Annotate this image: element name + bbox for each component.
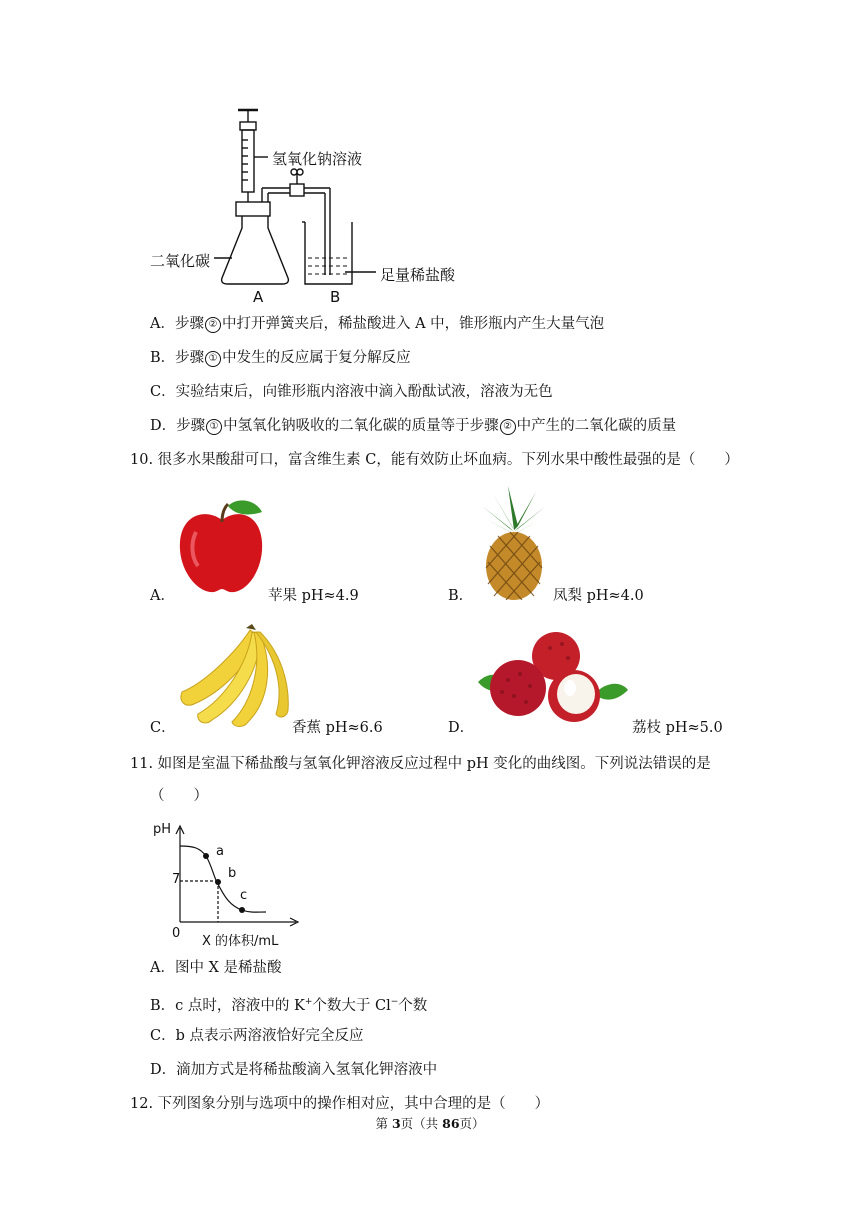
q9-option-d[interactable]: D．步骤 ① 中氢氧化钠吸收的二氧化碳的质量等于步骤 ② 中产生的二氧化碳的质量 [150, 418, 677, 434]
label-co2: 二氧化碳 [150, 252, 211, 270]
q11-stem: 11. 如图是室温下稀盐酸与氢氧化钾溶液反应过程中 pH 变化的曲线图。下列说法错误的是 [130, 756, 711, 772]
q10-option-b-label: 凤梨 pH≈4.0 [553, 588, 644, 604]
step-2-marker: ② [500, 419, 516, 435]
x-axis-label: X 的体积/mL [202, 934, 279, 949]
q11-option-b[interactable]: B．c 点时，溶液中的 K+个数大于 Cl−个数 [150, 997, 428, 1014]
point-c-label: c [240, 888, 248, 903]
page-number: 3 [391, 1116, 401, 1131]
q9-option-c[interactable]: C．实验结束后，向锥形瓶内溶液中滴入酚酞试液，溶液为无色 [150, 384, 553, 400]
q12-stem: 12. 下列图象分别与选项中的操作相对应，其中合理的是（ ） [130, 1096, 550, 1112]
q10-option-c[interactable]: C． [150, 720, 176, 736]
q10-stem: 10. 很多水果酸甜可口，富含维生素 C，能有效防止坏血病。下列水果中酸性最强的是（ ） [130, 452, 739, 468]
step-1-marker: ① [205, 351, 221, 367]
lychee-icon [470, 630, 630, 724]
y-axis-label: pH [153, 822, 172, 837]
pineapple-icon [478, 484, 550, 600]
step-2-marker: ② [205, 317, 221, 333]
step-1-marker: ① [206, 419, 222, 435]
origin-label: 0 [172, 926, 181, 941]
q10-option-c-label: 香蕉 pH≈6.6 [292, 720, 383, 736]
label-a: A [253, 288, 264, 306]
q11-option-c[interactable]: C．b 点表示两溶液恰好完全反应 [150, 1028, 364, 1044]
label-b: B [330, 288, 341, 306]
point-c-dot [239, 907, 245, 913]
page-total: 86 [442, 1116, 460, 1131]
q11-answer-paren: （ ） [150, 788, 208, 804]
point-b-label: b [228, 866, 237, 881]
q10-option-a[interactable]: A． [150, 588, 175, 604]
q9-option-b[interactable]: B．步骤 ① 中发生的反应属于复分解反应 [150, 350, 411, 366]
q10-option-d[interactable]: D． [448, 720, 475, 736]
label-dilute-hcl: 足量稀盐酸 [380, 266, 456, 284]
q10-option-d-label: 荔枝 pH≈5.0 [632, 720, 723, 736]
q10-option-b[interactable]: B． [448, 588, 474, 604]
point-a-label: a [216, 844, 224, 859]
label-naoh-solution: 氢氧化钠溶液 [272, 150, 363, 168]
apple-icon [176, 498, 268, 598]
q11-option-d[interactable]: D．滴加方式是将稀盐酸滴入氢氧化钾溶液中 [150, 1062, 438, 1078]
point-a-dot [203, 853, 209, 859]
banana-icon [176, 622, 292, 728]
page-footer: 第 3页（共 86页） [375, 1116, 485, 1131]
q11-option-a[interactable]: A．图中 X 是稀盐酸 [150, 960, 282, 976]
q10-option-a-label: 苹果 pH≈4.9 [268, 588, 359, 604]
tick-7-label: 7 [172, 872, 181, 887]
q9-option-a[interactable]: A．步骤 ② 中打开弹簧夹后，稀盐酸进入 A 中，锥形瓶内产生大量气泡 [150, 316, 605, 332]
point-b-dot [215, 879, 221, 885]
